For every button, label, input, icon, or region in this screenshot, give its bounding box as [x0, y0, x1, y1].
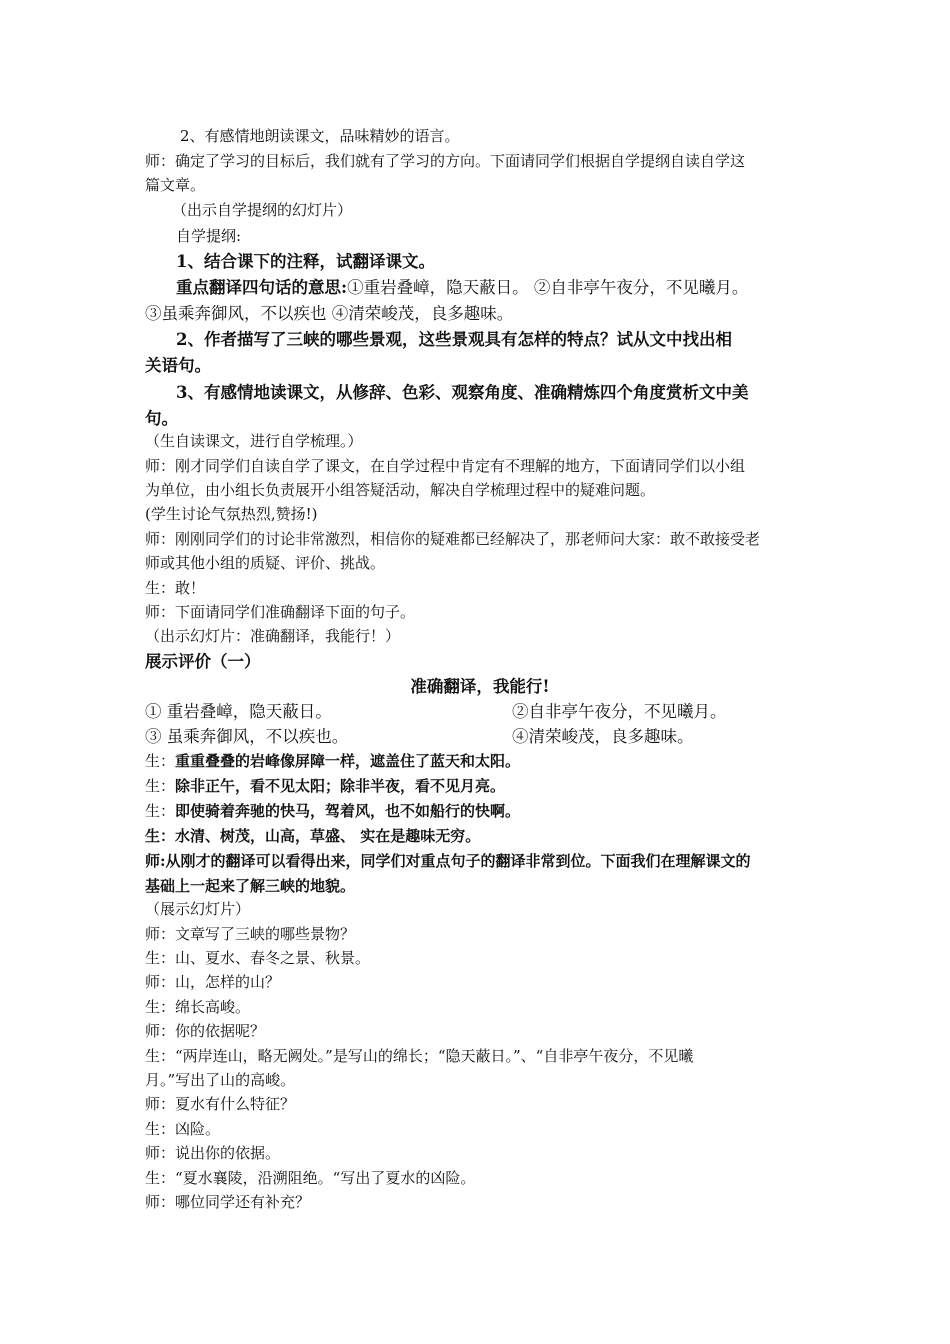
text-line: 生：凶险。 [145, 1120, 221, 1138]
text-line: 为单位，由小组长负责展开小组答疑活动，解决自学梳理过程中的疑难问题。 [145, 481, 656, 499]
text-line: （展示幻灯片） [145, 900, 251, 918]
text-line [145, 752, 815, 770]
text-line: 生：“两岸连山，略无阙处。”是写山的绵长；“隐天蔽日。”、“自非亭午夜分，不见曦 [145, 1047, 694, 1065]
text-line: 师：下面请同学们准确翻译下面的句子。 [145, 603, 416, 621]
slide-title: 准确翻译，我能行! [410, 677, 550, 696]
text-line: 师：刚才同学们自读自学了课文，在自学过程中肯定有不理解的地方，下面请同学们以小组 [145, 457, 746, 475]
text-line: 生：水清、树茂，山高，草盛、 实在是趣味无穷。 [145, 827, 481, 845]
text-line [176, 278, 846, 298]
text-line: 师：刚刚同学们的讨论非常激烈，相信你的疑难都已经解决了，那老师问大家：敢不敢接受老 [145, 530, 761, 548]
text-segment: 生： [145, 802, 176, 820]
text-line: 2、有感情地朗读课文，品味精妙的语言。 [180, 127, 460, 145]
text-segment: ①重岩叠嶂，隐天蔽日。 ②自非亭午夜分，不见曦月。 [347, 278, 749, 297]
text-line: 关语句。 [145, 356, 211, 375]
text-line: 师或其他小组的质疑、评价、挑战。 [145, 554, 386, 572]
text-line: 月。”写出了山的高峻。 [145, 1071, 296, 1089]
text-line: 3、有感情地读课文，从修辞、色彩、观察角度、准确精炼四个角度赏析文中美 [176, 383, 749, 402]
text-line: ③虽乘奔御风，不以疾也 ④清荣峻茂，良多趣味。 [145, 304, 514, 323]
text-line [145, 777, 815, 795]
text-line: 2、作者描写了三峡的哪些景观，这些景观具有怎样的特点？试从文中找出相 [176, 330, 732, 349]
text-line: 师：确定了学习的目标后，我们就有了学习的方向。下面请同学们根据自学提纲自读自学这 [145, 152, 746, 170]
text-segment: 即使骑着奔驰的快马，驾着风，也不如船行的快啊。 [175, 802, 521, 820]
text-line: 句。 [145, 409, 178, 428]
text-line: 生：“夏水襄陵，沿溯阻绝。“写出了夏水的凶险。 [145, 1169, 476, 1187]
text-line [145, 802, 815, 820]
text-line: 基础上一起来了解三峡的地貌。 [145, 877, 356, 895]
text-segment: 生： [145, 777, 176, 795]
text-segment: 重点翻译四句话的意思: [176, 278, 348, 297]
text-line: 自学提纲: [176, 227, 242, 245]
text-line: 生：山、夏水、春冬之景、秋景。 [145, 949, 371, 967]
text-line: 师：你的依据呢？ [145, 1022, 266, 1040]
text-line: （出示自学提纲的幻灯片） [172, 201, 353, 219]
text-line: 师：说出你的依据。 [145, 1144, 281, 1162]
text-line: ②自非亭午夜分，不见曦月。 [512, 702, 727, 721]
text-line: （生自读课文，进行自学梳理。） [145, 432, 363, 450]
text-line: 师：哪位同学还有补充？ [145, 1193, 311, 1211]
text-segment: 生： [145, 752, 176, 770]
text-line: (学生讨论气氛热烈,赞扬!) [145, 505, 318, 523]
text-segment: 除非正午，看不见太阳；除非半夜，看不见月亮。 [175, 777, 506, 795]
text-line: 1、结合课下的注释，试翻译课文。 [176, 252, 435, 271]
text-line: 师：文章写了三峡的哪些景物？ [145, 925, 356, 943]
text-line: 师:从刚才的翻译可以看得出来，同学们对重点句子的翻译非常到位。下面我们在理解课文的 [145, 852, 751, 870]
text-line: ① 重岩叠嶂，隐天蔽日。 [145, 702, 332, 721]
text-line: ③ 虽乘奔御风，不以疾也。 [145, 727, 349, 746]
text-segment: 重重叠叠的岩峰像屏障一样，遮盖住了蓝天和太阳。 [175, 752, 521, 770]
text-line: 生：绵长高峻。 [145, 998, 251, 1016]
section-heading: 展示评价（一） [145, 652, 261, 671]
text-line: 生：敢！ [145, 579, 206, 597]
text-line: 篇文章。 [145, 176, 206, 194]
text-line: 师：山，怎样的山？ [145, 973, 281, 991]
text-line: 师：夏水有什么特征？ [145, 1095, 296, 1113]
text-line: ④清荣峻茂，良多趣味。 [512, 727, 694, 746]
text-line: （出示幻灯片：准确翻译，我能行！） [145, 627, 401, 645]
